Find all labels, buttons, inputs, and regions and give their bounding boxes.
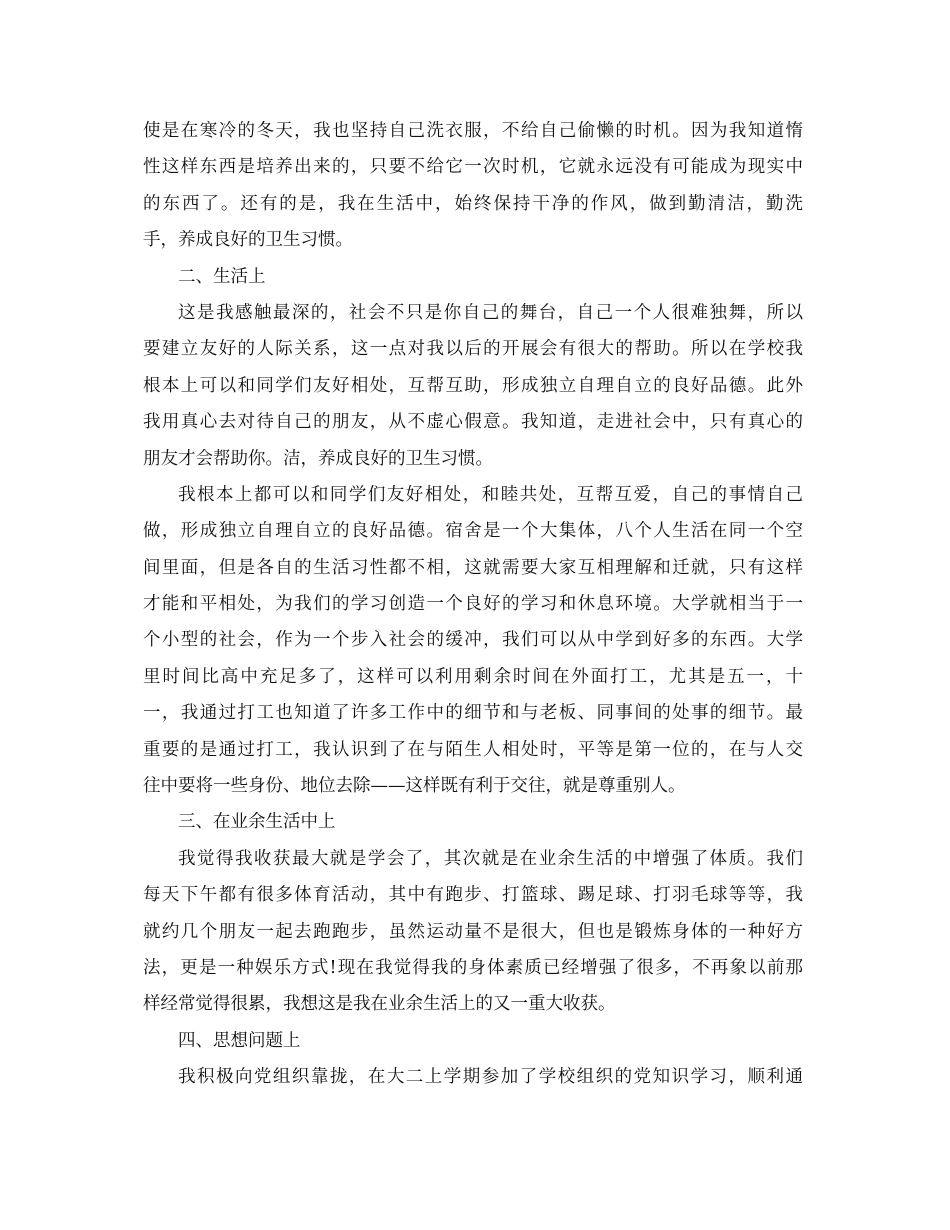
paragraph-line: 往中要将一些身份、地位去除——这样既有利于交往，就是尊重别人。 xyxy=(143,776,686,797)
paragraph-line: 根本上可以和同学们友好相处，互帮互助，形成独立自理自立的良好品德。此外 xyxy=(143,375,803,396)
section-heading-leisure: 三、在业余生活中上 xyxy=(178,812,336,833)
paragraph-line: 法，更是一种娱乐方式!现在我觉得我的身体素质已经增强了很多，不再象以前那 xyxy=(143,957,803,978)
paragraph-line: 我根本上都可以和同学们友好相处，和睦共处，互帮互爱，自己的事情自己 xyxy=(178,484,803,505)
paragraph-hygiene-continued xyxy=(143,113,803,259)
paragraph-line: 的东西了。还有的是，我在生活中，始终保持干净的作风，做到勤清洁，勤洗 xyxy=(143,193,803,214)
paragraph-line: 这是我感触最深的，社会不只是你自己的舞台，自己一个人很难独舞，所以 xyxy=(178,302,803,323)
paragraph-social-relations xyxy=(143,295,803,477)
paragraph-line: 就约几个朋友一起去跑跑步，虽然运动量不是很大，但也是锻炼身体的一种好方 xyxy=(143,921,803,942)
document-body xyxy=(143,113,803,1096)
paragraph-line: 里时间比高中充足多了，这样可以利用剩余时间在外面打工，尤其是五一，十 xyxy=(143,666,803,687)
paragraph-line: 我用真心去对待自己的朋友，从不虚心假意。我知道，走进社会中，只有真心的 xyxy=(143,412,803,433)
paragraph-physical-activity xyxy=(143,841,803,1023)
paragraph-line: 重要的是通过打工，我认识到了在与陌生人相处时，平等是第一位的，在与人交 xyxy=(143,739,803,760)
paragraph-line: 间里面，但是各自的生活习性都不相，这就需要大家互相理解和迁就，只有这样 xyxy=(143,557,803,578)
paragraph-line: 样经常觉得很累，我想这是我在业余生活上的又一重大收获。 xyxy=(143,994,616,1015)
paragraph-line: 每天下午都有很多体育活动，其中有跑步、打篮球、踢足球、打羽毛球等等，我 xyxy=(143,885,803,906)
paragraph-line: 要建立友好的人际关系，这一点对我以后的开展会有很大的帮助。所以在学校我 xyxy=(143,339,803,360)
paragraph-line: 做，形成独立自理自立的良好品德。宿舍是一个大集体，八个人生活在同一个空 xyxy=(143,521,803,542)
paragraph-line: 朋友才会帮助你。洁，养成良好的卫生习惯。 xyxy=(143,448,493,469)
paragraph-line: 性这样东西是培养出来的，只要不给它一次时机，它就永远没有可能成为现实中 xyxy=(143,157,803,178)
section-heading-life: 二、生活上 xyxy=(178,266,266,287)
paragraph-line: 使是在寒冷的冬天，我也坚持自己洗衣服，不给自己偷懒的时机。因为我知道惰 xyxy=(143,121,803,141)
paragraph-line: 我觉得我收获最大就是学会了，其次就是在业余生活的中增强了体质。我们 xyxy=(178,848,803,869)
section-heading-ideology: 四、思想问题上 xyxy=(178,1030,301,1051)
paragraph-party-study xyxy=(143,1059,803,1095)
paragraph-line: 才能和平相处，为我们的学习创造一个良好的学习和休息环境。大学就相当于一 xyxy=(143,594,803,615)
paragraph-line: 一，我通过打工也知道了许多工作中的细节和与老板、同事间的处事的细节。最 xyxy=(143,703,803,724)
paragraph-line: 我积极向党组织靠拢，在大二上学期参加了学校组织的党知识学习，顺利通 xyxy=(178,1067,803,1088)
paragraph-dormitory-life xyxy=(143,477,803,805)
paragraph-line: 手，养成良好的卫生习惯。 xyxy=(143,230,353,251)
paragraph-line: 个小型的社会，作为一个步入社会的缓冲，我们可以从中学到好多的东西。大学 xyxy=(143,630,803,651)
